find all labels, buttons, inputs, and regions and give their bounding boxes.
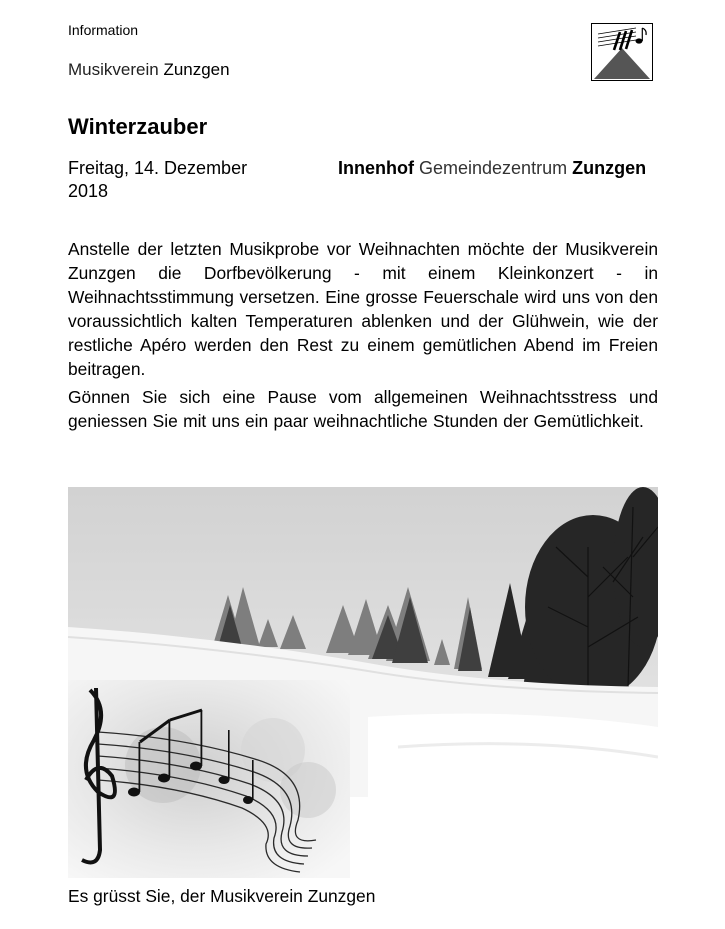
organization-name <box>68 60 230 80</box>
document-label: Information <box>68 22 139 38</box>
signoff-text: Es grüsst Sie, der Musikverein Zunzgen <box>68 886 376 906</box>
event-date: Freitag, 14. Dezember 2018 <box>68 158 248 201</box>
organization-town: Zunzgen <box>163 60 230 79</box>
venue-courtyard: Innenhof <box>338 158 414 178</box>
musikverein-logo-icon <box>591 23 653 81</box>
body-paragraph-1: Anstelle der letzten Musikprobe vor Weihnachten möchte der Musikverein Zunzgen die Dorfbevölkerung - mit einem Kleinkonzert - in Weihnachtsstimmung versetzen. Eine grosse Feuerschale wird uns von den voraussichtlich kalten Temperaturen ablenken und der Glühwein, wie der restliche Apéro werden den Rest zu einem gemütlichen Abend im Freien beitragen. <box>68 239 658 379</box>
event-title: Winterzauber <box>68 114 208 139</box>
venue-town: Zunzgen <box>572 158 647 178</box>
venue-building: Gemeindezentrum <box>419 158 568 178</box>
event-venue <box>338 157 646 180</box>
body-paragraph-2: Gönnen Sie sich eine Pause vom allgemeinen Weihnachtsstress und geniessen Sie mit uns ein paar weihnachtliche Stunden der Gemütlichkeit. <box>68 387 658 431</box>
music-notes-illustration <box>68 680 350 878</box>
organization-prefix: Musikverein <box>68 60 159 79</box>
